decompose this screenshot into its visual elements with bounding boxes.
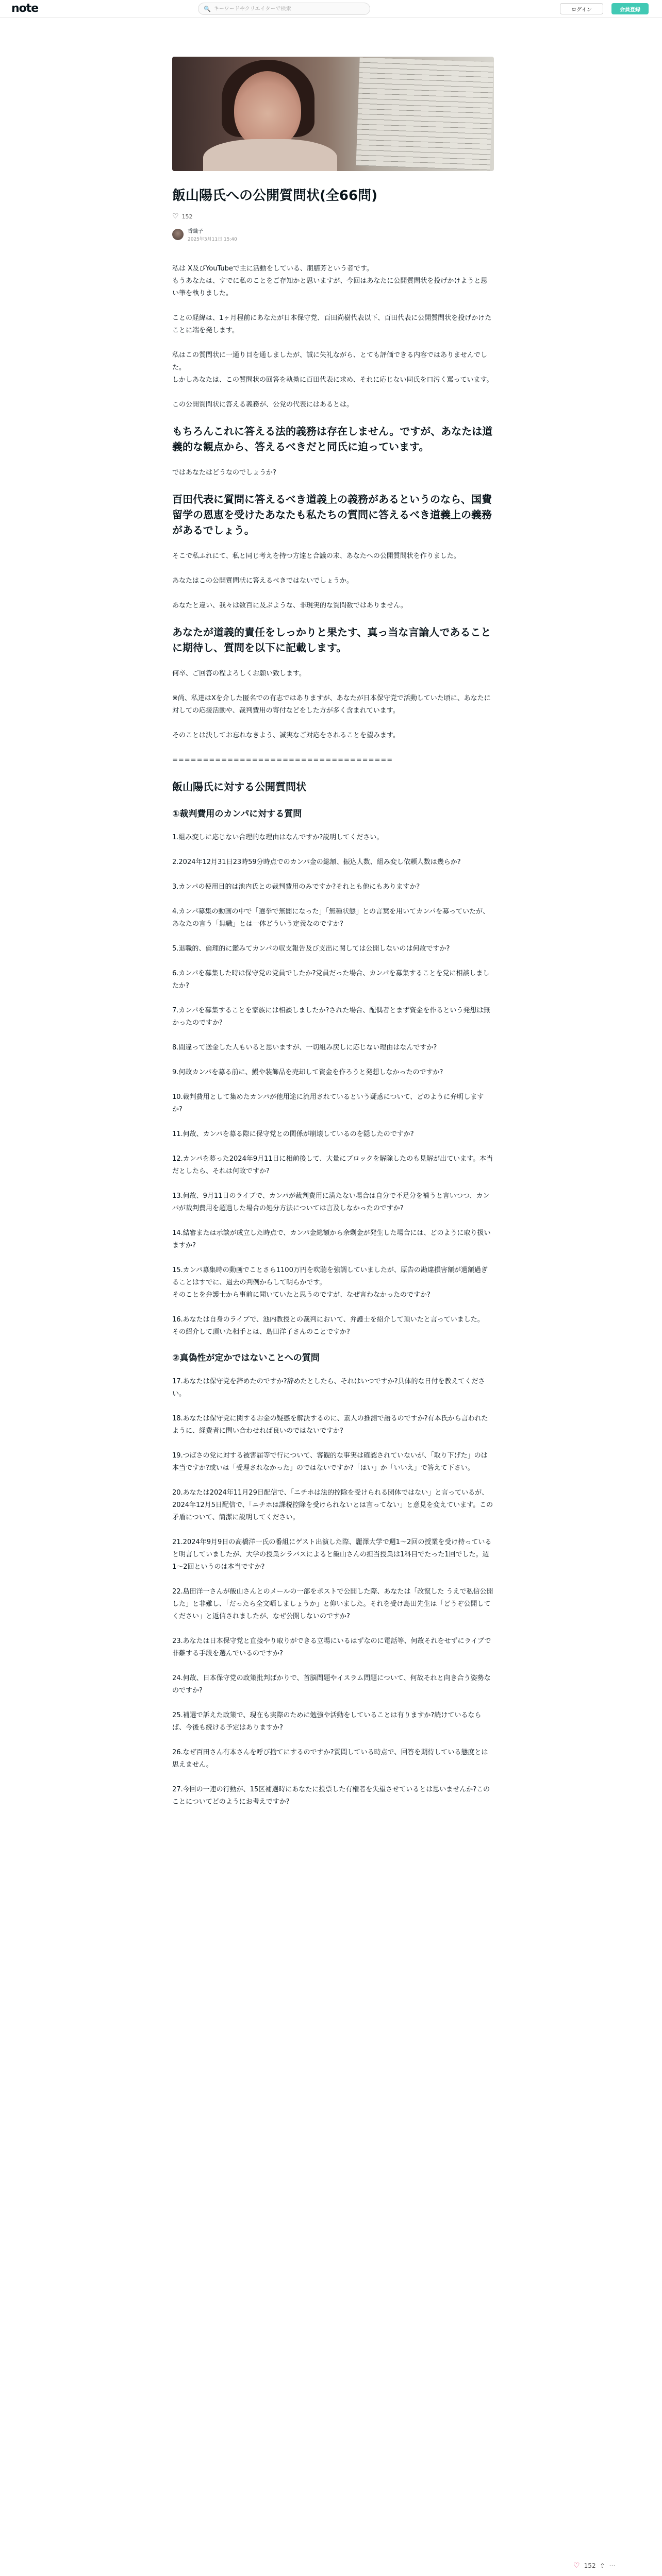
heading: あなたが道義的責任をしっかりと果たす、真っ当な言論人であることに期待し、質問を以下に記載します。 [172, 626, 491, 654]
question-item: 24.何故、日本保守党の政策批判ばかりで、首脳問題やイスラム問題について、何故それと向き合う姿勢なのですか? [172, 1674, 491, 1695]
article-title: 飯山陽氏への公開質問状(全66問) [172, 188, 377, 204]
question-item: 6.カンパを募集した時は保守党の党員でしたか?党員だった場合、カンパを募集することを党に相談しましたか? [172, 970, 490, 990]
avatar[interactable] [172, 229, 184, 240]
question-item: 10.裁判費用として集めたカンパが他用途に流用されているという疑惑について、どのように弁明しますか? [172, 1093, 484, 1114]
question-item: 26.なぜ百田さん有本さんを呼び捨てにするのですか?質問している時点で、回答を期待している態度とは思えません。 [172, 1749, 488, 1769]
question-item: 15.カンパ募集時の動画でことさら1100万円を吹聴を強調していましたが、原告の勘違損害額が過額過ぎることはすでに、過去の判例からして明らかです。 そのことを弁護士から事前に聞いていたと思うのですが、なぜ言わなかったのですか? [172, 1266, 488, 1299]
question-item: 7.カンパを募集することを家族には相談しましたか?された場合、配偶者とまず資金を作るという発想は無かったのですか? [172, 1007, 490, 1027]
question-item: 27.今回の一連の行動が、15区補選時にあなたに投票した有権者を失望させているとは思いませんか?このことについてどのようにお考えですか? [172, 1786, 490, 1806]
paragraph: ※尚、私達はXを介した匿名での有志ではありますが、あなたが日本保守党で活動していた頃に、あなたに対しての応援活動や、裁判費用の寄付などをした方が多く含まれています。 [172, 694, 491, 715]
question-item: 3.カンパの使用目的は池内氏との裁判費用のみですか?それとも他にもありますか? [172, 883, 420, 891]
author-meta [188, 227, 237, 242]
question-item: 20.あなたは2024年11月29日配信で、「ニチホは法的控除を受けられる団体ではない」と言っているが、2024年12月5日配信で、「ニチホは課税控除を受けられないとは言ってない」と意見を変えています。この矛盾について、簡潔に説明してください。 [172, 1489, 493, 1522]
question-list [172, 1376, 494, 1808]
question-item: 17.あなたは保守党を辞めたのですか?辞めたとしたら、それはいつですか?具体的な日付を教えてください。 [172, 1378, 485, 1398]
question-item: 8.間違って送金した人もいると思いますが、一切組み戻しに応じない理由はなんですか? [172, 1044, 437, 1052]
question-item: 12.カンパを募った2024年9月11日に相前後して、大量にブロックを解除したのも見解が出ています。本当だとしたら、それは何故ですか? [172, 1155, 493, 1176]
share-icon[interactable]: ⇧ [600, 2562, 605, 2569]
author-name[interactable]: 香織子 [188, 229, 203, 235]
paragraph: ことの経緯は、1ヶ月程前にあなたが日本保守党、百田尚樹代表以下、百田代表に公開質問状を投げかけたことに端を発します。 [172, 314, 492, 335]
question-item: 1.組み変しに応じない合理的な理由はなんですか?説明してください。 [172, 834, 384, 842]
search-icon: 🔍 [204, 5, 211, 12]
question-item: 11.何故、カンパを募る際に保守党との関係が崩壊しているのを隠したのですか? [172, 1130, 414, 1139]
question-item: 2.2024年12月31日23時59分時点でのカンパ金の総額、振込人数、組み変し依頼人数は幾らか? [172, 858, 461, 867]
separator-line: ==================================== [172, 756, 393, 765]
hero-face-shape [234, 71, 301, 148]
heading: 百田代表に質問に答えるべき道義上の義務があるというのなら、国費留学の恩恵を受けたあなたも私たちの質問に答えるべき道義上の義務があるでしょう。 [172, 493, 492, 537]
question-item: 19.つばさの党に対する被害届等で行について、客観的な事実は確認されていないが、「取り下げた」のは本当ですか?或いは「受理されなかった」のではないですか?「はい」か「いいえ」で答えて下さい。 [172, 1452, 488, 1472]
signup-button[interactable]: 会員登録 [611, 3, 649, 14]
note-logo[interactable]: note [11, 2, 39, 15]
heading: もちろんこれに答える法的義務は存在しません。ですが、あなたは道義的な観点から、答えるべきだと同氏に迫っています。 [172, 425, 493, 453]
paragraph: あなたはこの公開質問状に答えるべきではないでしょうか。 [172, 577, 354, 585]
hero-paper-shape [356, 58, 493, 171]
like-row[interactable] [172, 212, 494, 221]
side-like-count: 152 [584, 2562, 596, 2569]
question-item: 14.結審または示談が成立した時点で、カンパ金総額から余剰金が発生した場合には、どのように取り扱いますか? [172, 1229, 491, 1250]
search-box[interactable] [198, 3, 370, 15]
question-item: 5.退職的、倫理的に鑑みてカンパの収支報告及び支出に関しては公開しないのは何故ですか? [172, 945, 450, 953]
more-icon[interactable]: ⋯ [609, 2562, 616, 2569]
question-item: 13.何故、9月11日のライブで、カンパが裁判費用に満たない場合は自分で不足分を補うと言いつつ、カンパが裁判費用を超過した場合の処分方法については言及しなかったのですか? [172, 1192, 490, 1213]
author-row[interactable] [172, 227, 494, 242]
paragraph: あなたと違い、我々は数百に及ぶような、非現実的な質問数ではありません。 [172, 602, 407, 610]
top-header [0, 0, 662, 18]
heart-icon[interactable]: ♡ [573, 2562, 580, 2570]
login-button[interactable]: ログイン [560, 3, 603, 14]
question-item: 16.あなたは自身のライブで、池内教授との裁判において、弁護士を紹介して頂いたと言っていました。 その紹介して頂いた相手とは、島田洋子さんのことですか? [172, 1316, 484, 1336]
post-date: 2025年3月11日 15:40 [188, 237, 237, 243]
section-title: 飯山陽氏に対する公開質問状 [172, 781, 306, 793]
like-count: 152 [181, 213, 193, 220]
hero-body-shape [203, 139, 337, 171]
question-item: 23.あなたは日本保守党と直接やり取りができる立場にいるはずなのに電話等、何故それをせずにライブで非難する手段を選んでいるのですか? [172, 1637, 491, 1658]
article [172, 57, 494, 1821]
article-body [172, 263, 494, 1808]
question-item: 21.2024年9月9日の高橋洋一氏の番組にゲスト出演した際、麗澤大学で週1〜2回の授業を受け持っていると明言していましたが、大学の授業シラバスによると飯山さんの担当授業は1科目でたった1回でした。週1〜2回というのは本当ですか? [172, 1538, 492, 1571]
paragraph: ではあなたはどうなのでしょうか? [172, 469, 276, 477]
question-item: 9.何故カンパを募る前に、鰻や装飾品を売却して資金を作ろうと発想しなかったのですか? [172, 1069, 443, 1077]
paragraph: この公開質問状に答える義務が、公党の代表にはあるとは。 [172, 401, 354, 409]
subsection-title: ②真偽性が定かではないことへの質問 [172, 1353, 320, 1364]
paragraph: そこで私ふれにて、私と同じ考えを持つ方達と合議の末、あなたへの公開質問状を作りました。 [172, 552, 460, 561]
paragraph: 私はこの質問状に一通り目を通しましたが、誠に失礼ながら、とても評価できる内容ではありませんでした。 しかしあなたは、この質問状の回答を執拗に百田代表に求め、それに応じない同氏を口汚く罵っています。 [172, 351, 493, 384]
question-item: 25.補選で訴えた政策で、現在も実際のために勉強や活動をしていることは有りますか?続けているならば、今後も続ける予定はありますか? [172, 1711, 482, 1732]
floating-actions [573, 2562, 616, 2570]
paragraph: 何卒、ご回答の程よろしくお願い致します。 [172, 670, 306, 678]
hero-image [172, 57, 494, 171]
search-input[interactable] [214, 6, 363, 12]
question-list [172, 832, 494, 1338]
paragraph: 私は X及びYouTubeで主に活動をしている、朋膳芳という者です。 もうあなたは、すでに私のことをご存知かと思いますが、今回はあなたに公開質問状を投げかけようと思い筆を執りました。 [172, 265, 488, 298]
question-item: 4.カンパ募集の動画の中で「選挙で無闇になった」「無種状態」との言葉を用いてカンパを募っていたが、あなたの言う「無職」とは一体どういう定義なのですか? [172, 908, 490, 928]
heart-icon[interactable]: ♡ [172, 212, 179, 221]
question-item: 22.島田洋一さんが飯山さんとのメールの一部をポストで公開した際、あなたは「改竄した うえで私信公開した」と非難し、「だったら全文晒しましょうか」と仰いました。それを受け島田先生は「どうぞ公開してください」と返信されましたが、なぜ公開しないのですか? [172, 1588, 493, 1621]
subsection-title: ①裁判費用のカンパに対する質問 [172, 809, 302, 820]
paragraph: そのことは決してお忘れなきよう、誠実なご対応をされることを望みます。 [172, 732, 400, 740]
question-item: 18.あなたは保守党に関するお金の疑惑を解決するのに、素人の推測で語るのですか?有本氏から言われたように、経費者に問い合わせれば良いのではないですか? [172, 1415, 488, 1435]
